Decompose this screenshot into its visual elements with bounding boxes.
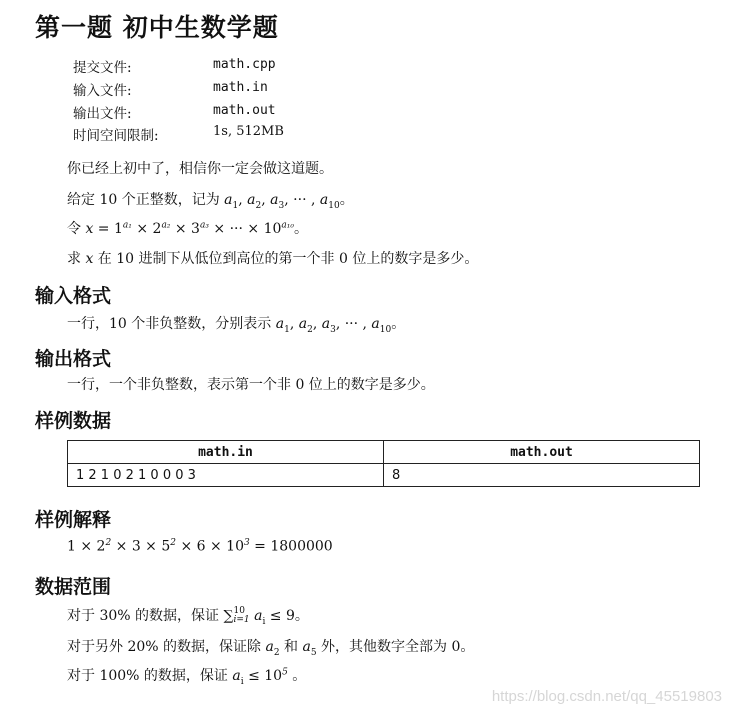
- subscript: 5: [310, 647, 317, 658]
- constraint-line: [67, 605, 309, 627]
- subscript: 1: [284, 324, 290, 335]
- text-run: 求: [67, 251, 86, 267]
- math-variable: a: [247, 192, 256, 208]
- superscript: 2: [105, 538, 112, 548]
- text-run: 在 10 进制下从低位到高位的第一个非 0 位上的数字是多少。: [93, 251, 479, 267]
- description-line: [67, 248, 478, 268]
- superscript: 5: [282, 667, 288, 678]
- info-value: math.cpp: [213, 57, 276, 72]
- superscript: a₂: [161, 220, 171, 231]
- text-run: 。: [287, 668, 307, 684]
- subscript: 2: [307, 324, 313, 335]
- lower-limit: i=1: [233, 615, 250, 625]
- superscript: 3: [243, 538, 250, 548]
- text-run: , ··· ,: [335, 316, 372, 332]
- info-value: math.in: [213, 80, 268, 95]
- math-variable: a: [265, 639, 274, 655]
- text-run: 对于另外 20% 的数据，保证除: [67, 639, 266, 655]
- section-heading-input: 输入格式: [35, 285, 112, 307]
- text-run: = 1800000: [249, 538, 333, 555]
- superscript: a₁₀: [281, 220, 294, 231]
- superscript: a₃: [199, 220, 209, 231]
- constraint-line: [67, 636, 474, 658]
- section-heading-sample: 样例数据: [35, 410, 112, 432]
- text-run: = 1: [93, 221, 123, 237]
- info-label: 提交文件:: [73, 60, 132, 76]
- page-title: 第一题 初中生数学题: [35, 13, 279, 42]
- subscript: 1: [232, 200, 239, 211]
- math-variable: a: [371, 316, 380, 332]
- sample-header-out: math.out: [384, 441, 700, 464]
- text-run: 对于 30% 的数据，保证 ∑: [67, 608, 234, 624]
- info-value: 1s, 512MB: [213, 124, 284, 139]
- section-heading-constraints: 数据范围: [35, 576, 112, 598]
- info-value: math.out: [213, 103, 276, 118]
- text-run: 和: [279, 639, 303, 655]
- text-run: 对于 100% 的数据，保证: [67, 668, 233, 684]
- text-run: × 3: [170, 221, 200, 237]
- section-heading-output: 输出格式: [35, 348, 112, 370]
- text-run: × ··· × 10: [208, 221, 282, 237]
- superscript: 2: [170, 538, 176, 548]
- subscript: 2: [255, 200, 262, 211]
- text-run: ≤ 9。: [265, 608, 309, 624]
- math-variable: a: [298, 316, 308, 332]
- sample-input: 1 2 1 0 2 1 0 0 0 3: [68, 464, 384, 487]
- text-run: 外，其他数字全部为 0。: [316, 639, 475, 655]
- constraint-line: [67, 665, 306, 687]
- sample-header-in: math.in: [68, 441, 384, 464]
- math-variable: x: [85, 251, 94, 267]
- text-run: 一行，10 个非负整数，分别表示: [67, 316, 276, 332]
- sample-table: [67, 440, 700, 487]
- math-variable: a: [224, 192, 233, 208]
- math-variable: a: [254, 608, 263, 624]
- info-label: 输出文件:: [73, 106, 132, 122]
- subscript: 10: [328, 200, 340, 211]
- subscript: i: [240, 676, 244, 687]
- watermark: https://blog.csdn.net/qq_45519803: [491, 688, 722, 705]
- text-run: 。: [293, 221, 308, 237]
- input-format-text: [67, 313, 405, 335]
- text-run: 。: [339, 192, 354, 208]
- text-run: , ··· ,: [284, 192, 320, 208]
- sample-output: 8: [384, 464, 700, 487]
- text-run: ≤ 10: [243, 668, 283, 684]
- math-variable: a: [232, 668, 241, 684]
- text-run: × 6 × 10: [176, 538, 244, 555]
- output-format-text: [67, 374, 435, 394]
- math-variable: a: [302, 639, 311, 655]
- explanation-text: [67, 538, 333, 555]
- text-run: × 3 × 5: [111, 538, 171, 555]
- subscript: 3: [330, 324, 336, 335]
- description-line: [67, 218, 308, 238]
- text-run: 1 × 2: [67, 538, 106, 555]
- sum-limits: [233, 607, 249, 625]
- text-run: ,: [312, 316, 322, 332]
- superscript: a₁: [122, 220, 132, 231]
- math-variable: a: [319, 192, 329, 208]
- text-run: × 2: [131, 221, 162, 237]
- description-line: [67, 189, 354, 211]
- math-variable: x: [85, 221, 94, 237]
- info-label: 输入文件:: [73, 83, 132, 99]
- text-run: 你已经上初中了，相信你一定会做这道题。: [67, 161, 333, 177]
- text-run: ,: [261, 192, 271, 208]
- math-variable: a: [321, 316, 331, 332]
- description-line: [67, 158, 333, 178]
- subscript: 3: [278, 200, 285, 211]
- subscript: i: [262, 616, 266, 627]
- text-run: ,: [238, 192, 248, 208]
- math-variable: a: [270, 192, 279, 208]
- text-run: 令: [67, 221, 86, 237]
- text-run: 给定 10 个正整数，记为: [67, 192, 225, 208]
- text-run: ,: [289, 316, 299, 332]
- section-heading-explanation: 样例解释: [35, 509, 112, 531]
- subscript: 2: [273, 647, 280, 658]
- subscript: 10: [379, 324, 392, 335]
- upper-limit: 10: [233, 606, 245, 616]
- math-variable: a: [275, 316, 285, 332]
- text-run: 一行，一个非负整数，表示第一个非 0 位上的数字是多少。: [67, 377, 435, 393]
- info-label: 时间空间限制:: [73, 128, 159, 144]
- text-run: 。: [391, 316, 406, 332]
